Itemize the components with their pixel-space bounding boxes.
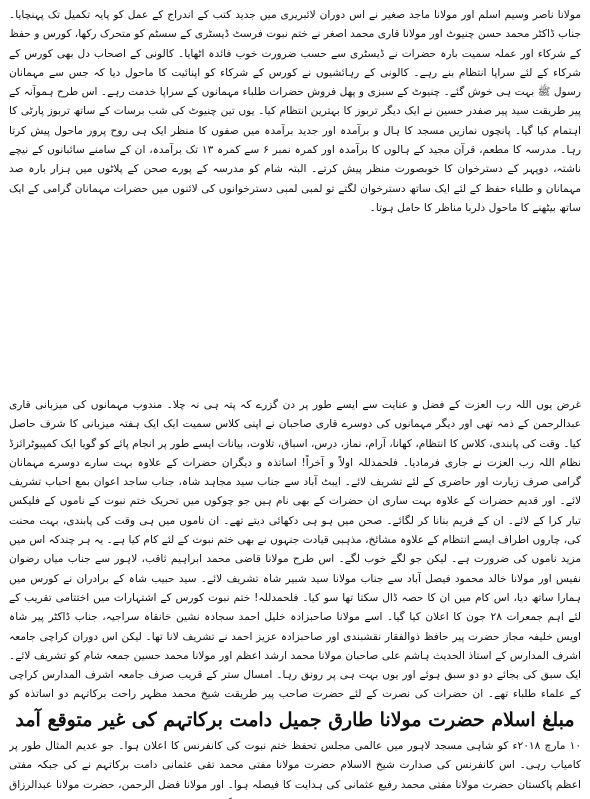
paragraph-course-services: مولانا ناصر وسیم اسلم اور مولانا ماجد صغیر نے اس دوران لائبریری میں جدید کتب کے اندراج کے عمل کو پایہ تکمیل تک پہنچایا۔ جناب ڈاکٹر محمد حسن چنیوٹ اور مولانا قاری محمد اصغر نے ختم نبوت فرسٹ ڈیسٹری کے سسٹم کو متحرک رکھا، کورس و حفظ کے شرکاء اور عملہ سمیت بارہ حضرات نے ڈیسٹری سے حسب ضرورت خوب فائدہ اٹھایا۔ کالونی کے اصحاب دل بھی کورس کے شرکاء کے لئے سراپا انتظام بنے رہے۔ کالونی کے رہائشیوں نے کورس کے شرکاء کو اپنائیت کا ماحول دیا کہ جس سے مہمانان رسول ﷺ بہت ہی خوش گئے۔ چنیوٹ کے سبزی و پھل فروش حضرات طلباء مہمانوں کے سراپا خدمت رہے۔ اس طرح ہموآنہ کے پیر طریقت سید پیر صفدر حسین نے ایک دیگر تربوز کا بہترین انتظام کیا۔ یوں تین چنیوٹ کی شب برسات کے ساتھ تربوز پارٹی کا اہتمام کیا گیا۔ پانچوں نمازیں مسجد کا ہال و برآمدہ اور جدید برآمدہ میں صفوں کا منظر ایک ہی روح پرور ماحول پیش کرتا رہا۔ مدرسہ کا مطعم، قرآن مجید کے ہالوں کا برآمدہ اور کمرہ نمبر ۶ سے کمرہ ۱۳ تک برآمدہ، ان کے سامنے سائبانوں کے نیچے ناشتہ، دوپہر کے دسترخوان کا خوبصورت منظر پیش کرتے۔ البتہ شام کو مدرسہ کے پورے صحن کے پلاٹوں میں ہزار بارہ صد مہمانان و طلباء حفظ کے لئے ایک ساتھ دسترخوان لگتے تو لمبی لمبی دسترخوانوں کی لائنوں میں حضرات مہمانان گرامی کے ایک ساتھ بیٹھنے کا ماحول دلربا مناظر کا حامل ہوتا۔ — [9, 9, 581, 214]
paragraph-guests-and-ceremony: غرض یوں اللہ رب العزت کے فضل و عنایت سے ایسے طور پر دن گزرے کہ پتہ ہی نہ چلا۔ مندوب مہمانوں کی میزبانی قاری عبدالرحمن کے ذمہ تھی اور دیگر مہمانوں کی دوسرے قاری صاحبان نے اپنی کلاس سمیت ایک ایک ہفتہ میزبانی کا شرف حاصل کیا۔ وقت کی پابندی، کلاس کا انتظام، کھانا، آرام، نماز، درس، اسباق، تلاوت، بیانات ایسے طور پر انجام پائے کو گویا ایک کمپیوٹرائزڈ نظام اللہ رب العزت نے جاری فرمادیا۔ فلحمدللہ اولاً و آخراً! اساتذہ و دیگران حضرات کے علاوہ بہت سارے دوسرے مہمانان گرامی صرف زیارت اور حاضری کے لئے تشریف لائے۔ ایبٹ آباد سے جناب سید مجاہد شاہ، جناب ساجد اعوان بمع احباب تشریف لائے۔ اور قدیم حضرات کے علاوہ بہت ساری ان حضرات کے بھی نام ہیں جو چوکوں میں تحریک ختم نبوت کے ناموں کے فلیکس تیار کرا کے لائے۔ ان کے فریم بنانا کر لگائے۔ صحن میں ہو ہی دکھائی دیتے تھے۔ ان ناموں میں ہی وقت کی پابندی، بہت محنت کی، چاروں اطراف ایسے انتظام کے علاوہ مشائخ، مذہبی قیادت جنہوں نے بھی ختم نبوت کے لئے کام کیا ہے۔ یہ ہر چندکہ اس میں مزید ناموں کی ضرورت ہے۔ لیکن جو لگے خوب لگے۔ اس طرح مولانا قاضی محمد ابراہیم ثاقب، لاہور سے جناب میاں رضوان نفیس اور مولانا خالد محمود فیصل آباد سے جناب مولانا سید شبیر شاہ تشریف لائے۔ سید حبیب شاہ کے برادران نے کورس میں ہمارا ساتھ دیا، اس کام میں ان کا حصہ ڈال سکتا تھا سو کیا۔ فلحمدللہ! ختم نبوت کورس کے اشتہارات میں اختتامی تقریب کے لئے اہم جمعرات ۲۸ جون کا اعلان کیا گیا۔ اسے مولانا صاحبزادہ خلیل احمد سجادہ نشین خانقاہ سراجیہ، جناب ڈاکٹر پیر شاہ اویس خلیفہ مجاز حضرت پیر حافظ ذوالفقار نقشبندی اور صاحبزادہ عزیز احمد نے تشریف لانا تھا۔ لیکن اس دوران کراچی جامعہ اشرف المدارس کے استاذ الحدیث ہاشم علی صاحبان مولانا محمد ارشد اعظم اور مولانا محمد حسین جمعہ شام کو تشریف لائے۔ ایک سبق کی بجائے دو دو سبق ہوئے اور یوں بہت ہی پر رونق رہا۔ امسال ستر کے قریب صرف جامعہ اشرف المدارس کراچی کے علماء طلباء تھے۔ ان حضرات کی نصرت کے لئے حضرت صاحب پیر طریقت شیخ محمد مظہر راحت برکاتہم دو اساتذہ کو — [9, 399, 581, 701]
section-heading: مبلغ اسلام حضرت مولانا طارق جمیل دامت برکاتہم کی غیر متوقع آمد — [15, 709, 575, 731]
paragraph-closing: ۱۰ مارچ ۲۰۱۸ء کو شاہی مسجد لاہور میں عالمی مجلس تحفظ ختم نبوت کی کانفرنس کا اعلان ہوا۔ جو عدیم المثال طور پر کامیاب رہی۔ اس کانفرنس کی صدارت شیخ الاسلام حضرت مولانا مفتی محمد تقی عثمانی دامت برکاتہم نے کی جبکہ مفتی اعظم پاکستان حضرت مولانا مفتی محمد رفیع عثمانی کی ہدایت کا فیصلہ ہوا۔ اور مولانا فضل الرحمن، حضرت مولانا عبدالرزاق — [9, 740, 581, 791]
